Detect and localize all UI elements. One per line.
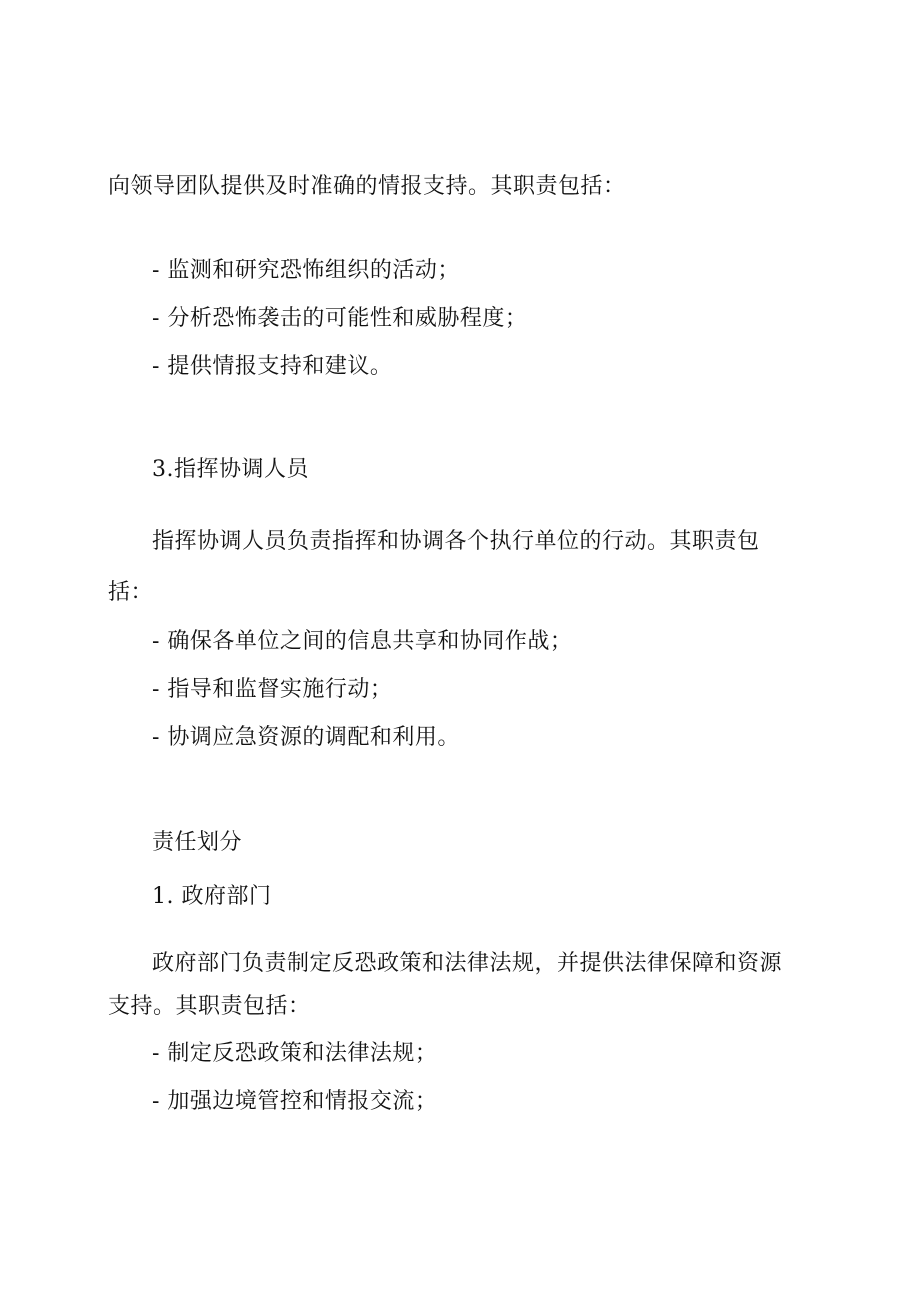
subsection-heading-government: 1. 政府部门 (152, 884, 272, 909)
section-heading-responsibility: 责任划分 (152, 830, 243, 855)
list-item-ensure: - 确保各单位之间的信息共享和协同作战； (152, 629, 573, 654)
list-item-policy: - 制定反恐政策和法律法规； (152, 1041, 438, 1066)
paragraph-government-line2: 支持。其职责包括： (108, 994, 311, 1019)
section-heading-commanders: 3.指挥协调人员 (152, 457, 309, 482)
paragraph-intro-continuation: 向领导团队提供及时准确的情报支持。其职责包括： (108, 174, 626, 199)
list-item-analyze: - 分析恐怖袭击的可能性和威胁程度； (152, 306, 528, 331)
list-item-coordinate: - 协调应急资源的调配和利用。 (152, 725, 460, 750)
list-item-border: - 加强边境管控和情报交流； (152, 1089, 438, 1114)
list-item-guide: - 指导和监督实施行动； (152, 677, 393, 702)
list-item-monitor: - 监测和研究恐怖组织的活动； (152, 258, 460, 283)
paragraph-commanders-line2: 括： (108, 580, 154, 605)
paragraph-commanders-line1: 指挥协调人员负责指挥和协调各个执行单位的行动。其职责包 (152, 529, 760, 554)
paragraph-government-line1: 政府部门负责制定反恐政策和法律法规，并提供法律保障和资源 (152, 951, 783, 976)
list-item-provide: - 提供情报支持和建议。 (152, 354, 393, 379)
